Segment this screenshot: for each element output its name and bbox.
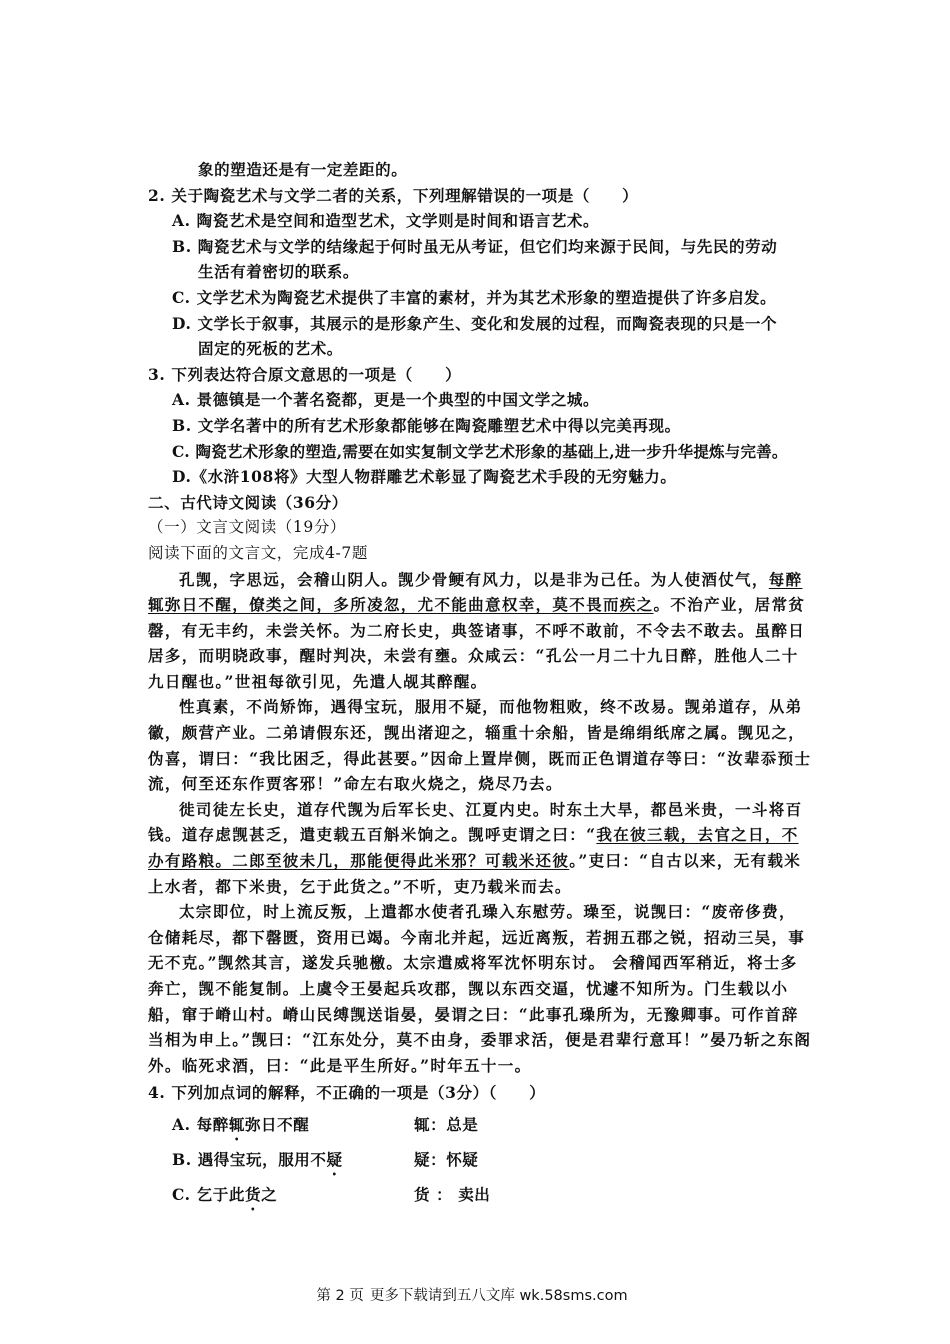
passage-text: 孔觊，字思远，会稽山阴人。觊少骨鲠有风力，以是非为己任。为人使酒仗气，: [179, 569, 769, 589]
option-text-part: A. 每醉: [172, 1115, 229, 1135]
passage-paragraph-1: [148, 567, 812, 695]
question-3-stem: 3. 下列表达符合原文意思的一项是（ ）: [148, 364, 462, 384]
option-text-part: 之: [261, 1185, 278, 1205]
question-4-option-a: [148, 1107, 812, 1142]
question-2-option-c: C. 文学艺术为陶瓷艺术提供了丰富的素材，并为其艺术形象的塑造提供了许多启发。: [172, 287, 777, 307]
question-2-option-d: D. 文学长于叙事，其展示的是形象产生、变化和发展的过程，而陶瓷表现的只是一个: [172, 313, 778, 333]
option-text-part: 弥日不醒: [244, 1115, 310, 1135]
question-2-option-b-cont: 生活有着密切的联系。: [198, 262, 360, 282]
option-explanation: 疑：怀疑: [414, 1150, 479, 1170]
question-2-option-d-cont: 固定的死板的艺术。: [198, 339, 343, 359]
reading-instruction: 阅读下面的文言文，完成4-7题: [148, 543, 368, 562]
continued-line: 象的塑造还是有一定差距的。: [198, 160, 408, 179]
dotted-word: 货: [244, 1185, 262, 1205]
dotted-word: 辄: [228, 1115, 245, 1135]
passage-text: 徙司徒左长史，道存代觊为后军长史、江夏内史。时东土大旱，都邑米贵，一斗将百钱。道存虑觊甚乏，遣吏载五百斛米饷之。觊呼吏谓之曰：“: [148, 799, 803, 845]
page-number: 第 2 页: [316, 1288, 364, 1304]
passage-paragraph-2: 性真素，不尚矫饰，遇得宝玩，服用不疑，而他物粗败，终不改易。觊弟道存，从弟徽，颇营产业。二弟请假东还，觊出渚迎之，辎重十余船，皆是绵绢纸席之属。觊见之，伪喜，谓曰：“我比困乏，得此甚要。”因命上置岸侧，既而正色谓道存等曰：“汝辈忝预士流，何至还东作贾客邪！”命左右取火烧之，烧尽乃去。: [148, 697, 812, 794]
question-4-option-c: [148, 1177, 812, 1212]
passage-text: 。”吏曰：“自古以来，无有载米上水者，都下米贵，乞于此货之。”不听，吏乃载米而去。: [148, 851, 802, 896]
question-3-option-c: C. 陶瓷艺术形象的塑造,需要在如实复制文学艺术形象的基础上,进一步升华提炼与完善。: [172, 441, 788, 461]
underlined-sentence-2: 我在彼三载，去官之日，不办有路粮。二郎至彼未几，那能便得此米邪？可载米还彼: [148, 825, 799, 871]
option-explanation: 货 ： 卖出: [414, 1185, 491, 1205]
dotted-word: 疑: [326, 1150, 343, 1170]
passage-text: 。不治产业，居常贫罄，有无丰约，未尝关怀。为二府长史，典签诸事，不呼不敢前，不令去不敢去。虽醉日居多，而明晓政事，醒时判决，未尝有壅。众咸云：“孔公一月二十九日醉，胜他人二十九日醒也。”世祖每欲引见，先遣人觇其醉醒。: [148, 595, 806, 691]
question-2-option-b: B. 陶瓷艺术与文学的结缘起于何时虽无从考证，但它们均来源于民间，与先民的劳动: [172, 236, 778, 256]
question-2-stem: 2. 关于陶瓷艺术与文学二者的关系，下列理解错误的一项是（ ）: [148, 185, 639, 205]
download-note[interactable]: 更多下载请到五八文库 wk.58sms.com: [369, 1288, 628, 1304]
option-text-part: B. 遇得宝玩，服用不: [172, 1150, 327, 1170]
document-body: [148, 157, 812, 1212]
option-text-part: C. 乞于此: [172, 1185, 245, 1205]
section-heading: 二、古代诗文阅读（36分）: [148, 492, 348, 512]
question-3-option-a: A. 景德镇是一个著名瓷都，更是一个典型的中国文学之城。: [172, 390, 600, 410]
option-text: [172, 1142, 414, 1177]
question-4-option-b: [148, 1142, 812, 1177]
page-footer: [0, 1284, 950, 1305]
question-3-option-b: B. 文学名著中的所有艺术形象都能够在陶瓷雕塑艺术中得以完美再现。: [172, 415, 681, 435]
question-2-option-a: A. 陶瓷艺术是空间和造型艺术，文学则是时间和语言艺术。: [172, 211, 600, 231]
option-text: [172, 1177, 414, 1212]
underlined-sentence-1: 每醉辄弥日不醒，僚类之间，多所凌忽，尤不能曲意权幸，莫不畏而疾之: [148, 569, 803, 615]
option-explanation: 辄：总是: [414, 1115, 479, 1135]
question-4-stem: 4. 下列加点词的解释，不正确的一项是（3分）（ ）: [148, 1083, 546, 1103]
subsection-heading: （一）文言文阅读（19分）: [148, 518, 347, 537]
passage-paragraph-3: [148, 797, 812, 899]
question-3-option-d: D.《水浒108将》大型人物群雕艺术彰显了陶瓷艺术手段的无穷魅力。: [172, 467, 677, 487]
option-text: [172, 1107, 414, 1142]
passage-paragraph-4: 太宗即位，时上流反叛，上遣都水使者孔璪入东慰劳。璪至，说觊曰：“废帝侈费，仓储耗尽，都下罄匮，资用已竭。今南北并起，远近离叛，若拥五郡之锐，招动三吴，事无不克。”觊然其言，遂发兵驰檄。太宗遣威将军沈怀明东讨。 会稽闻西军稍近，将士多奔亡，觊不能复制。上虞令王晏起兵攻郡，觊以东西交逼，忧遽不知所为。门生载以小船，窜于嵴山村。嵴山民缚觊送诣晏，晏谓之曰：“此事孔璪所为，无豫卿事。可作首辞当相为申上。”觊曰：“江东处分，莫不由身，委罪求活，便是君辈行意耳！”晏乃斩之东阁外。临死求酒，曰：“此是平生所好。”时年五十一。: [148, 902, 812, 1075]
